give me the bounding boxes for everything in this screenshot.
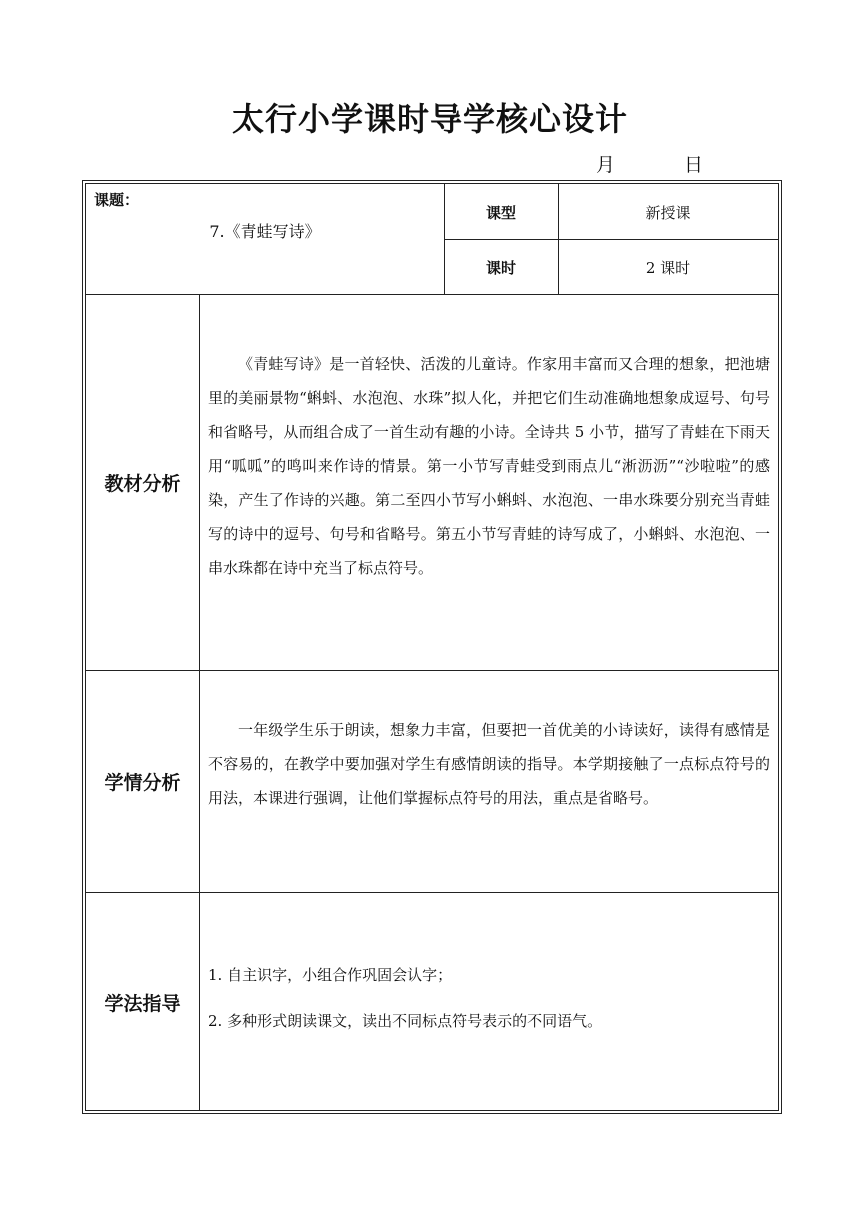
section-student-analysis xyxy=(86,670,199,892)
page-title: 太行小学课时导学核心设计 xyxy=(231,100,628,138)
section-text: 《青蛙写诗》是一首轻快、活泼的儿童诗。作家用丰富而又合理的想象，把池塘里的美丽景物“蝌蚪、水泡泡、水珠”拟人化，并把它们生动准确地想象成逗号、句号和省略号，从而组合成了一首生动有趣的小诗。全诗共 5 小节，描写了青蛙在下雨天用“呱呱”的鸣叫来作诗的情景。第一小节写青蛙受到雨点儿“淅沥沥”“沙啦啦”的感染，产生了作诗的兴趣。第二至四小节写小蝌蚪、水泡泡、一串水珠要分别充当青蛙写的诗中的逗号、句号和省略号。第五小节写青蛙的诗写成了，小蝌蚪、水泡泡、一串水珠都在诗中充当了标点符号。 xyxy=(208,355,770,577)
section-learning-guidance xyxy=(86,892,199,1110)
month-label: 月 xyxy=(596,154,616,176)
section-label: 学情分析 xyxy=(104,772,181,794)
divider xyxy=(444,239,778,240)
section-label: 教材分析 xyxy=(104,473,181,495)
divider xyxy=(199,294,200,1110)
section-textbook-analysis xyxy=(86,294,199,670)
day-label: 日 xyxy=(684,154,704,176)
type-value: 新授课 xyxy=(645,204,691,222)
topic-label: 课题： xyxy=(94,191,140,209)
section-text: 一年级学生乐于朗读，想象力丰富，但要把一首优美的小诗读好，读得有感情是不容易的，在教学中要加强对学生有感情朗读的指导。本学期接触了一点标点符号的用法，本课进行强调，让他们掌握标点符号的用法，重点是省略号。 xyxy=(208,721,770,807)
topic-value: 7.《青蛙写诗》 xyxy=(209,222,321,241)
lesson-table xyxy=(85,183,779,1111)
list-item: 2. 多种形式朗读课文，读出不同标点符号表示的不同语气。 xyxy=(208,1012,603,1030)
hours-label: 课时 xyxy=(485,259,516,277)
type-label: 课型 xyxy=(485,204,516,222)
section-label: 学法指导 xyxy=(104,993,181,1015)
list-item: 1. 自主识字，小组合作巩固会认字； xyxy=(208,966,453,984)
hours-value: 2 课时 xyxy=(645,259,691,277)
